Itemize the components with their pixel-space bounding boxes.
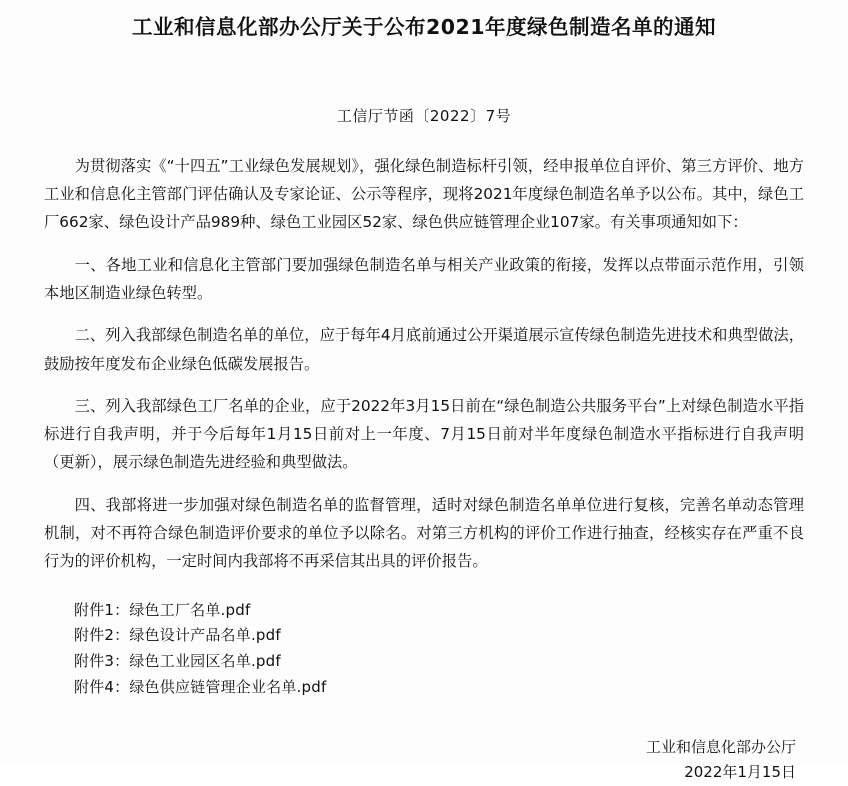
signature-organization: 工业和信息化部办公厅 [645,737,796,756]
attachment-item-3[interactable]: 附件3：绿色工业园区名单.pdf [74,652,281,671]
paragraph-3: 二、列入我部绿色制造名单的单位，应于每年4月底前通过公开渠道展示宣传绿色制造先进技术和典型做法，鼓励按年度发布企业绿色低碳发展报告。 [44,326,804,373]
attachment-item-4[interactable]: 附件4：绿色供应链管理企业名单.pdf [74,678,327,696]
paragraph-5: 四、我部将进一步加强对绿色制造名单的监督管理，适时对绿色制造名单单位进行复核，完善名单动态管理机制，对不再符合绿色制造评价要求的单位予以除名。对第三方机构的评价工作进行抽查，经核实存在严重不良行为的评价机构，一定时间内我部将不再采信其出具的评价报告。 [44,495,804,571]
paragraph-1: 为贯彻落实《“十四五”工业绿色发展规划》，强化绿色制造标杆引领，经申报单位自评价、第三方评价、地方工业和信息化主管部门评估确认及专家论证、公示等程序，现将2021年度绿色制造名单予以公布。其中，绿色工厂662家、绿色设计产品989种、绿色工业园区52家、绿色供应链管理企业107家。有关事项通知如下： [44,156,804,232]
paragraph-2: 一、各地工业和信息化主管部门要加强绿色制造名单与相关产业政策的衔接，发挥以点带面示范作用，引领本地区制造业绿色转型。 [44,255,804,302]
page-title: 工业和信息化部办公厅关于公布2021年度绿色制造名单的通知 [131,15,717,39]
document-body [0,152,848,576]
attachment-item-2[interactable]: 附件2：绿色设计产品名单.pdf [74,626,281,645]
signature-date: 2022年1月15日 [684,763,796,782]
attachment-item-1[interactable]: 附件1：绿色工厂名单.pdf [74,600,251,619]
signature-block [0,735,848,786]
document-number: 工信厅节函〔2022〕7号 [336,106,512,125]
attachment-list [0,598,848,701]
paragraph-4: 三、列入我部绿色工厂名单的企业，应于2022年3月15日前在“绿色制造公共服务平台”上对绿色制造水平指标进行自我声明，并于今后每年1月15日前对上一年度、7月15日前对半年度绿色制造水平指标进行自我声明（更新），展示绿色制造先进经验和典型做法。 [44,396,804,472]
